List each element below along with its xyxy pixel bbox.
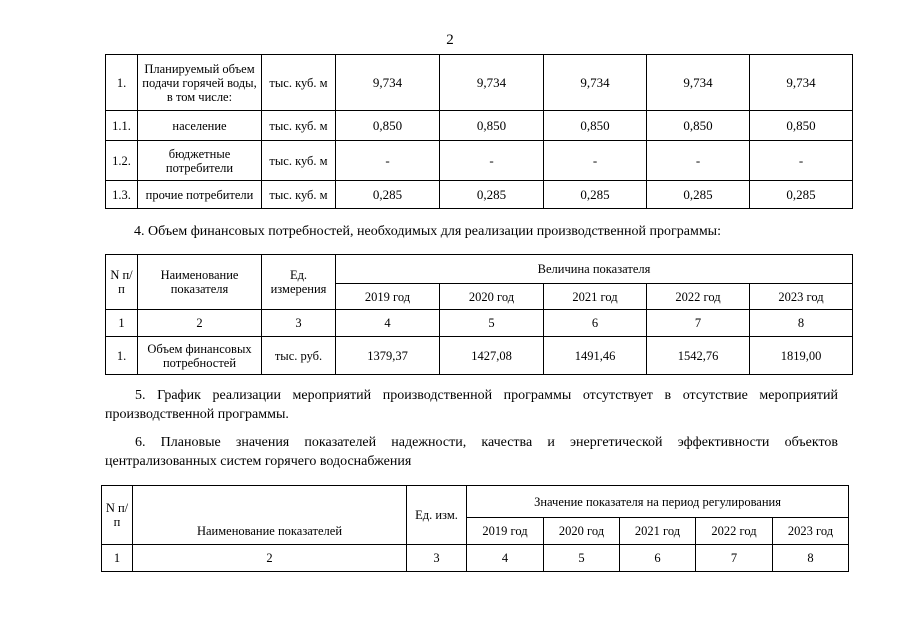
value-cell: - [336,141,440,181]
year-header: 2021 год [544,284,647,310]
header-name: Наименование показателя [138,255,262,310]
row-unit: тыс. куб. м [262,181,336,209]
value-cell: 1379,37 [336,337,440,375]
hot-water-supply-table [105,54,853,209]
value-cell: 0,285 [750,181,853,209]
row-number: 1.2. [106,141,138,181]
year-header: 2023 год [750,284,853,310]
value-cell: - [440,141,544,181]
section-6-paragraph: 6. Плановые значения показателей надежности, качества и энергетической эффективности объектов централизованных систем горячего водоснабжения [105,435,838,469]
table-row [106,141,853,181]
year-header: 2022 год [647,284,750,310]
section-5-paragraph: 5. График реализации мероприятий производственной программы отсутствует в отсутствие мероприятий производственной программы. [105,388,838,422]
index-cell: 4 [467,545,544,572]
index-cell: 4 [336,310,440,337]
value-cell: - [750,141,853,181]
value-cell: 0,850 [647,111,750,141]
index-cell: 2 [133,545,407,572]
index-cell: 3 [407,545,467,572]
row-name: Объем финансовых потребностей [138,337,262,375]
row-unit: тыс. куб. м [262,55,336,111]
value-cell: 9,734 [647,55,750,111]
header-unit: Ед. измерения [262,255,336,310]
row-number: 1. [106,337,138,375]
header-value: Величина показателя [336,255,853,284]
header-row [106,255,853,284]
index-row [102,545,849,572]
value-cell: 0,285 [336,181,440,209]
value-cell: 0,285 [544,181,647,209]
index-cell: 7 [696,545,773,572]
row-unit: тыс. руб. [262,337,336,375]
index-cell: 1 [106,310,138,337]
index-cell: 8 [773,545,849,572]
value-cell: 0,850 [544,111,647,141]
index-cell: 1 [102,545,133,572]
financial-needs-table [105,254,853,375]
value-cell: 9,734 [544,55,647,111]
header-num: N п/п [106,255,138,310]
index-row [106,310,853,337]
row-number: 1.1. [106,111,138,141]
index-cell: 5 [440,310,544,337]
row-name: население [138,111,262,141]
year-header: 2022 год [696,518,773,545]
year-header: 2020 год [544,518,620,545]
table-row [106,337,853,375]
reliability-indicators-table [101,485,849,572]
row-number: 1. [106,55,138,111]
value-cell: 1542,76 [647,337,750,375]
index-cell: 2 [138,310,262,337]
value-cell: 9,734 [336,55,440,111]
year-header: 2023 год [773,518,849,545]
header-num: N п/п [102,486,133,545]
row-unit: тыс. куб. м [262,141,336,181]
header-unit: Ед. изм. [407,486,467,545]
year-header: 2019 год [336,284,440,310]
index-cell: 5 [544,545,620,572]
row-name: Планируемый объем подачи горячей воды, в том числе: [138,55,262,111]
header-value: Значение показателя на период регулирования [467,486,849,518]
index-cell: 8 [750,310,853,337]
table-row [106,181,853,209]
row-number: 1.3. [106,181,138,209]
value-cell: - [544,141,647,181]
value-cell: - [647,141,750,181]
value-cell: 1819,00 [750,337,853,375]
value-cell: 0,285 [647,181,750,209]
page-number: 2 [446,32,454,48]
index-cell: 7 [647,310,750,337]
value-cell: 9,734 [750,55,853,111]
row-name: прочие потребители [138,181,262,209]
index-cell: 6 [620,545,696,572]
section-4-heading: 4. Объем финансовых потребностей, необходимых для реализации производственной программы: [134,224,721,239]
index-cell: 6 [544,310,647,337]
row-unit: тыс. куб. м [262,111,336,141]
header-name: Наименование показателей [133,486,407,545]
value-cell: 0,285 [440,181,544,209]
header-row [102,486,849,518]
row-name: бюджетные потребители [138,141,262,181]
year-header: 2021 год [620,518,696,545]
table-row [106,111,853,141]
year-header: 2020 год [440,284,544,310]
year-header: 2019 год [467,518,544,545]
index-cell: 3 [262,310,336,337]
value-cell: 9,734 [440,55,544,111]
value-cell: 0,850 [336,111,440,141]
value-cell: 1427,08 [440,337,544,375]
value-cell: 1491,46 [544,337,647,375]
value-cell: 0,850 [750,111,853,141]
table-row [106,55,853,111]
value-cell: 0,850 [440,111,544,141]
